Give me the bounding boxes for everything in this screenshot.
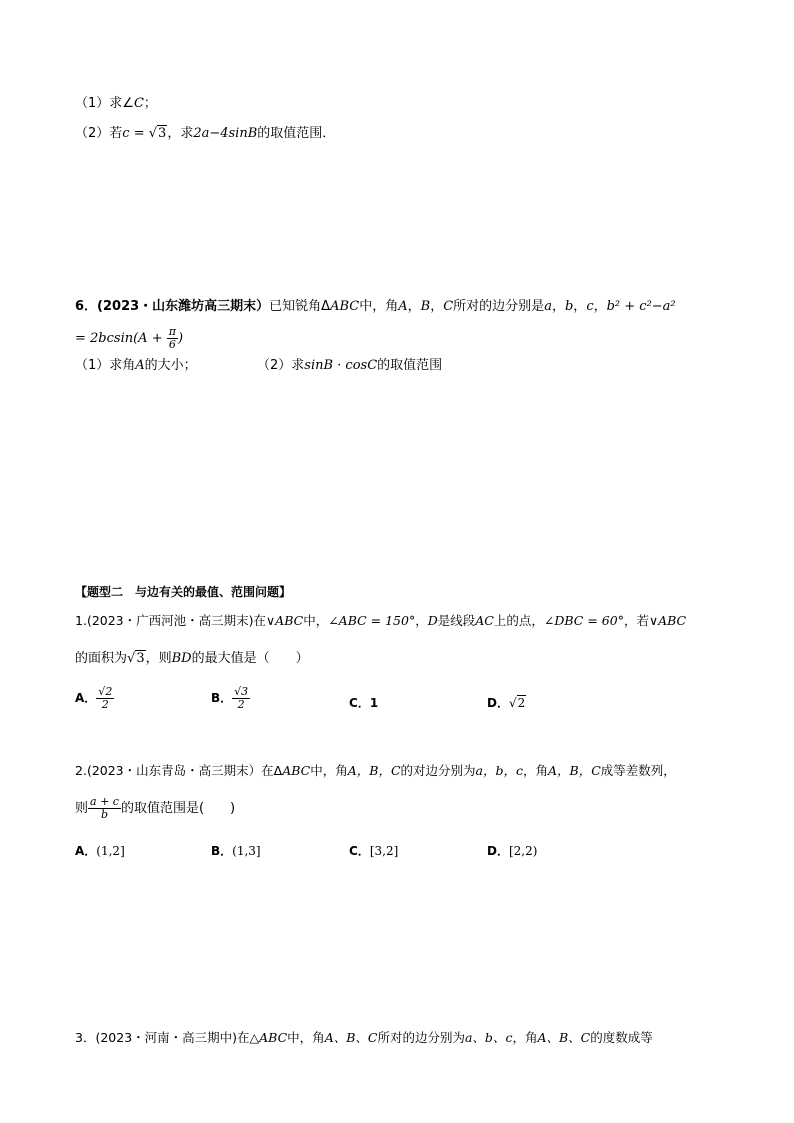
s2-option-a: A．(1,2] — [75, 844, 125, 858]
fraction-sqrt2-over-2: $\frac{√2}{2}$ — [98, 685, 113, 711]
section-heading: 【题型二 与边有关的最值、范围问题】 — [75, 585, 292, 599]
s1-option-c: C．1 — [349, 696, 379, 710]
s3-line1: 3．(2023・河南・高三期中)在△ABC中，角A、B、C所对的边分别为a、b、c，角A、B、C的度数成等 — [75, 1030, 653, 1045]
fraction-pi-over-6: $\frac{\pi}{6}$ — [168, 325, 176, 351]
s1-option-d: D．√2 — [487, 696, 526, 710]
problem-6-line2: = 2bcsin(A + $\frac{\pi}{6}$ ) — [75, 325, 184, 351]
prev-q2: （2）若c = √3，求2a−4sinB的取值范围． — [75, 126, 336, 141]
s2-option-c: C．[3,2] — [349, 844, 399, 858]
problem-6-line1: 6．(2023・山东潍坊高三期末）已知锐角ΔABC中，角A，B，C所对的边分别是a，b，c，b² + c²−a² — [75, 299, 676, 314]
fraction-sqrt3-over-2: $\frac{√3}{2}$ — [234, 685, 249, 711]
problem-6-q1: （1）求角A的大小； — [75, 358, 197, 373]
s2-option-d: D．[2,2) — [487, 844, 538, 858]
s1-line1: 1.(2023・广西河池・高三期末)在∨ABC中，∠ABC = 150°，D是线段AC上的点，∠DBC = 60°，若∨ABC — [75, 613, 687, 628]
sqrt-area: √3 — [127, 651, 145, 666]
sqrt-expression: √3 — [148, 126, 167, 141]
s2-line2: 则 $\frac{a + c}{b}$ 的取值范围是( ) — [75, 795, 236, 821]
prev-q1: （1）求∠C； — [75, 96, 157, 111]
s1-line2: 的面积为√3，则BD的最大值是（ ） — [75, 651, 309, 666]
fraction-a-plus-c-over-b: $\frac{a + c}{b}$ — [90, 795, 119, 821]
problem-6-q2: （2）求sinB · cosC的取值范围 — [257, 358, 443, 373]
s1-option-a: A． $\frac{√2}{2}$ — [75, 685, 113, 711]
s1-option-b: B． $\frac{√3}{2}$ — [211, 685, 249, 711]
s2-line1: 2.(2023・山东青岛・高三期末）在ΔABC中，角A，B，C的对边分别为a，b，c，角A，B，C成等差数列， — [75, 763, 676, 778]
s2-option-b: B．(1,3] — [211, 844, 261, 858]
